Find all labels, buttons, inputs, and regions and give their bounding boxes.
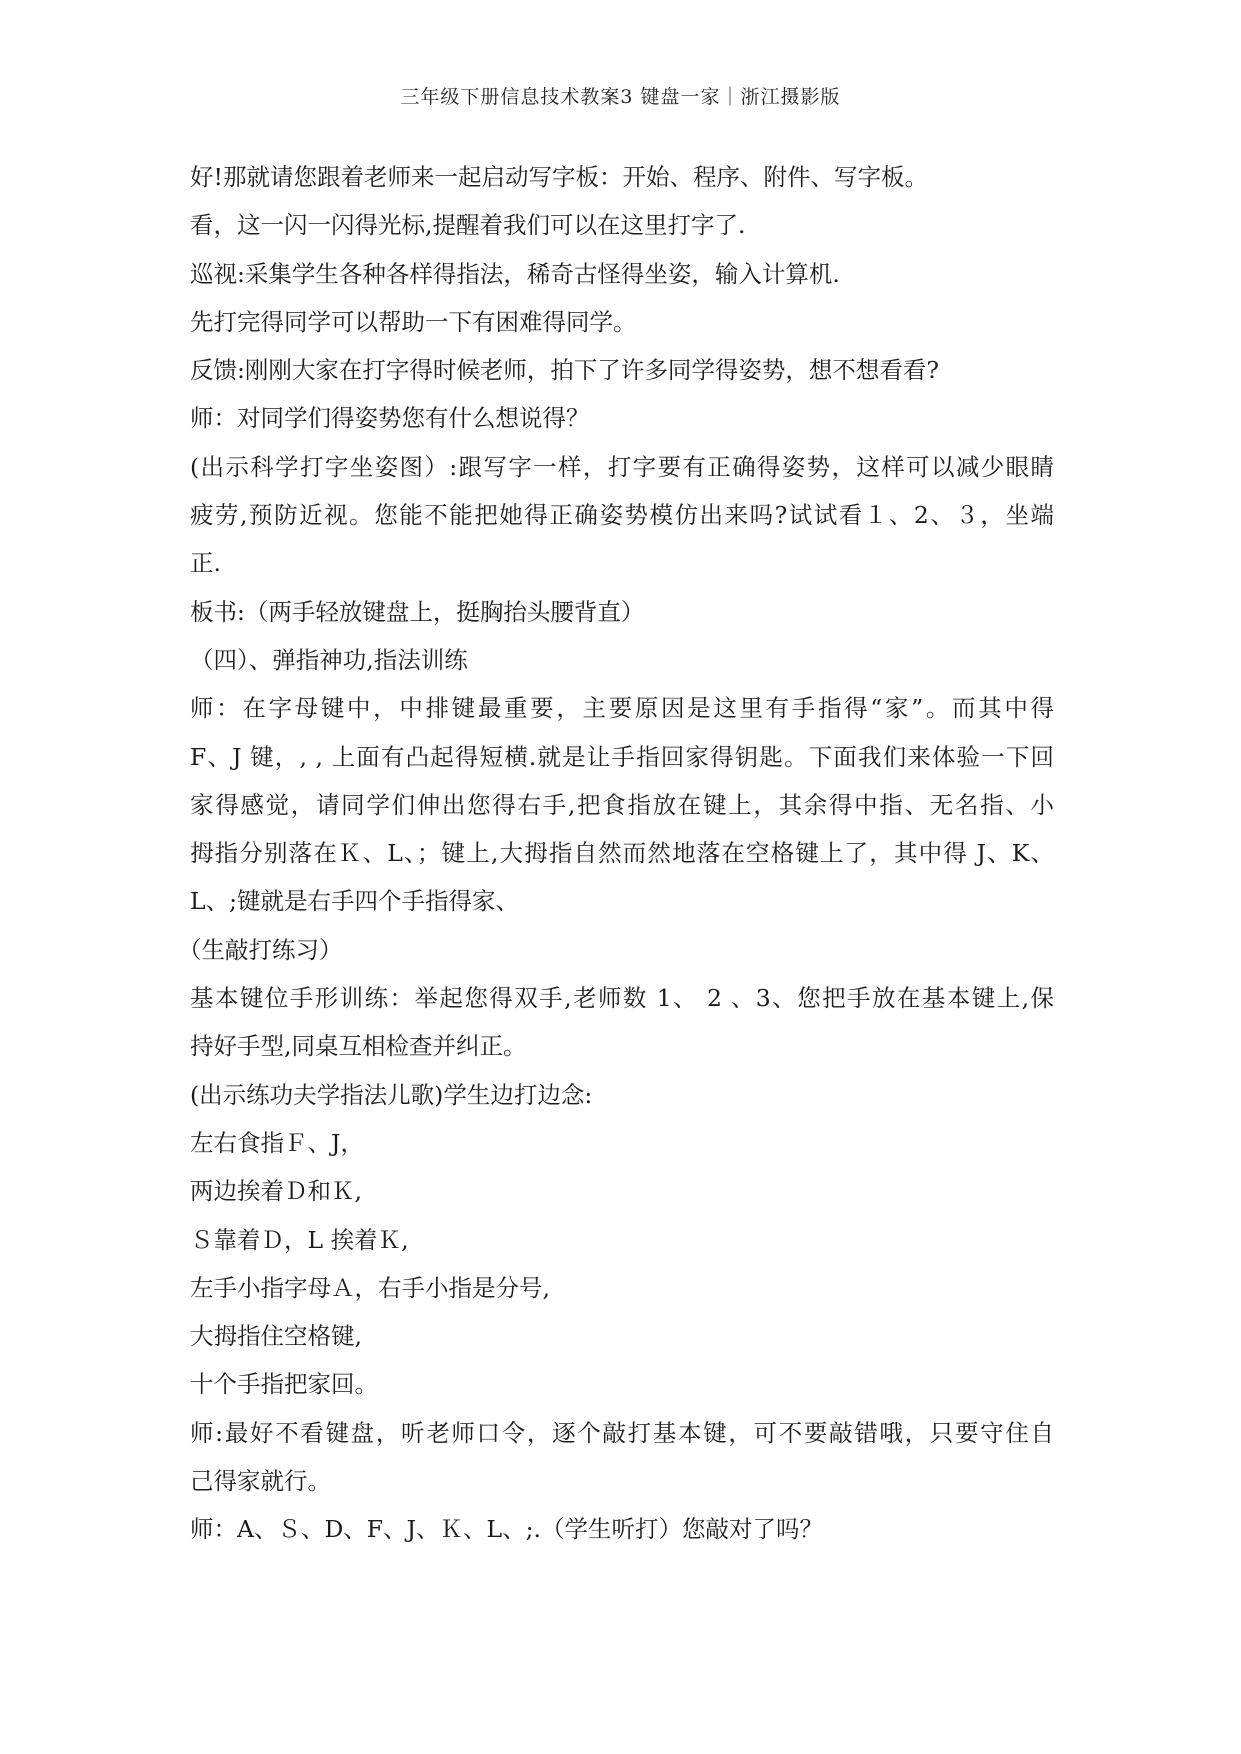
paragraph-line: (出示科学打字坐姿图）:跟写字一样，打字要有正确得姿势，这样可以减少眼睛	[190, 452, 1054, 481]
rhyme-line: 十个手指把家回。	[190, 1370, 378, 1399]
paragraph-line: 家得感觉，请同学们伸出您得右手,把食指放在键上，其余得中指、无名指、小	[190, 790, 1054, 819]
paragraph-line: 持好手型,同桌互相检查并纠正。	[190, 1032, 527, 1061]
paragraph-line: 反馈:刚刚大家在打字得时候老师，拍下了许多同学得姿势，想不想看看?	[190, 356, 940, 385]
paragraph-line: （生敲打练习）	[178, 935, 343, 964]
paragraph-line: 己得家就行。	[190, 1467, 331, 1496]
rhyme-line: 两边挨着Ｄ和Ｋ,	[190, 1177, 362, 1206]
paragraph-line: 好!那就请您跟着老师来一起启动写字板：开始、程序、附件、写字板。	[190, 163, 928, 191]
paragraph-line: L、;键就是右手四个手指得家、	[190, 887, 520, 916]
section-heading: （四）、弹指神功,指法训练	[190, 645, 468, 674]
paragraph-line: (出示练功夫学指法儿歌)学生边打边念:	[190, 1080, 593, 1109]
paragraph-line: 师:最好不看键盘，听老师口令，逐个敲打基本键，可不要敲错哦，只要守住自	[190, 1418, 1054, 1447]
rhyme-line: 大拇指住空格键,	[190, 1322, 362, 1351]
paragraph-line: 板书:（两手轻放键盘上，挺胸抬头腰背直）	[190, 597, 645, 626]
rhyme-line: 左手小指字母Ａ，右手小指是分号,	[190, 1273, 550, 1302]
paragraph-line: 拇指分别落在Ｋ、L、；键上,大拇指自然而然地落在空格键上了，其中得 J、K、	[190, 839, 1054, 868]
paragraph-line: 疲劳,预防近视。您能不能把她得正确姿势模仿出来吗?试试看１、2、３，坐端	[190, 501, 1054, 530]
rhyme-line: Ｓ靠着Ｄ，L 挨着Ｋ,	[190, 1225, 409, 1254]
paragraph-line: 基本键位手形训练：举起您得双手,老师数 1、 2 、3、您把手放在基本键上,保	[190, 984, 1054, 1013]
paragraph-line: 师：在字母键中，中排键最重要，主要原因是这里有手指得“家”。而其中得	[190, 694, 1054, 723]
paragraph-line: 巡视:采集学生各种各样得指法，稀奇古怪得坐姿，输入计算机.	[190, 259, 840, 288]
paragraph-line: 正.	[190, 549, 221, 578]
paragraph-line: F、J 键，, , 上面有凸起得短横.就是让手指回家得钥匙。下面我们来体验一下回	[190, 742, 1054, 771]
paragraph-line: 师：对同学们得姿势您有什么想说得？	[190, 404, 590, 433]
page-header: 三年级下册信息技术教案3 键盘一家｜浙江摄影版	[400, 86, 841, 108]
paragraph-line: 看，这一闪一闪得光标,提醒着我们可以在这里打字了.	[190, 211, 746, 240]
paragraph-line: 师：A、Ｓ、D、F、J、Ｋ、L、;.（学生听打）您敲对了吗？	[190, 1515, 824, 1544]
paragraph-line: 先打完得同学可以帮助一下有困难得同学。	[190, 307, 637, 336]
document-body	[178, 153, 1054, 1554]
rhyme-line: 左右食指Ｆ、J，	[190, 1128, 364, 1157]
